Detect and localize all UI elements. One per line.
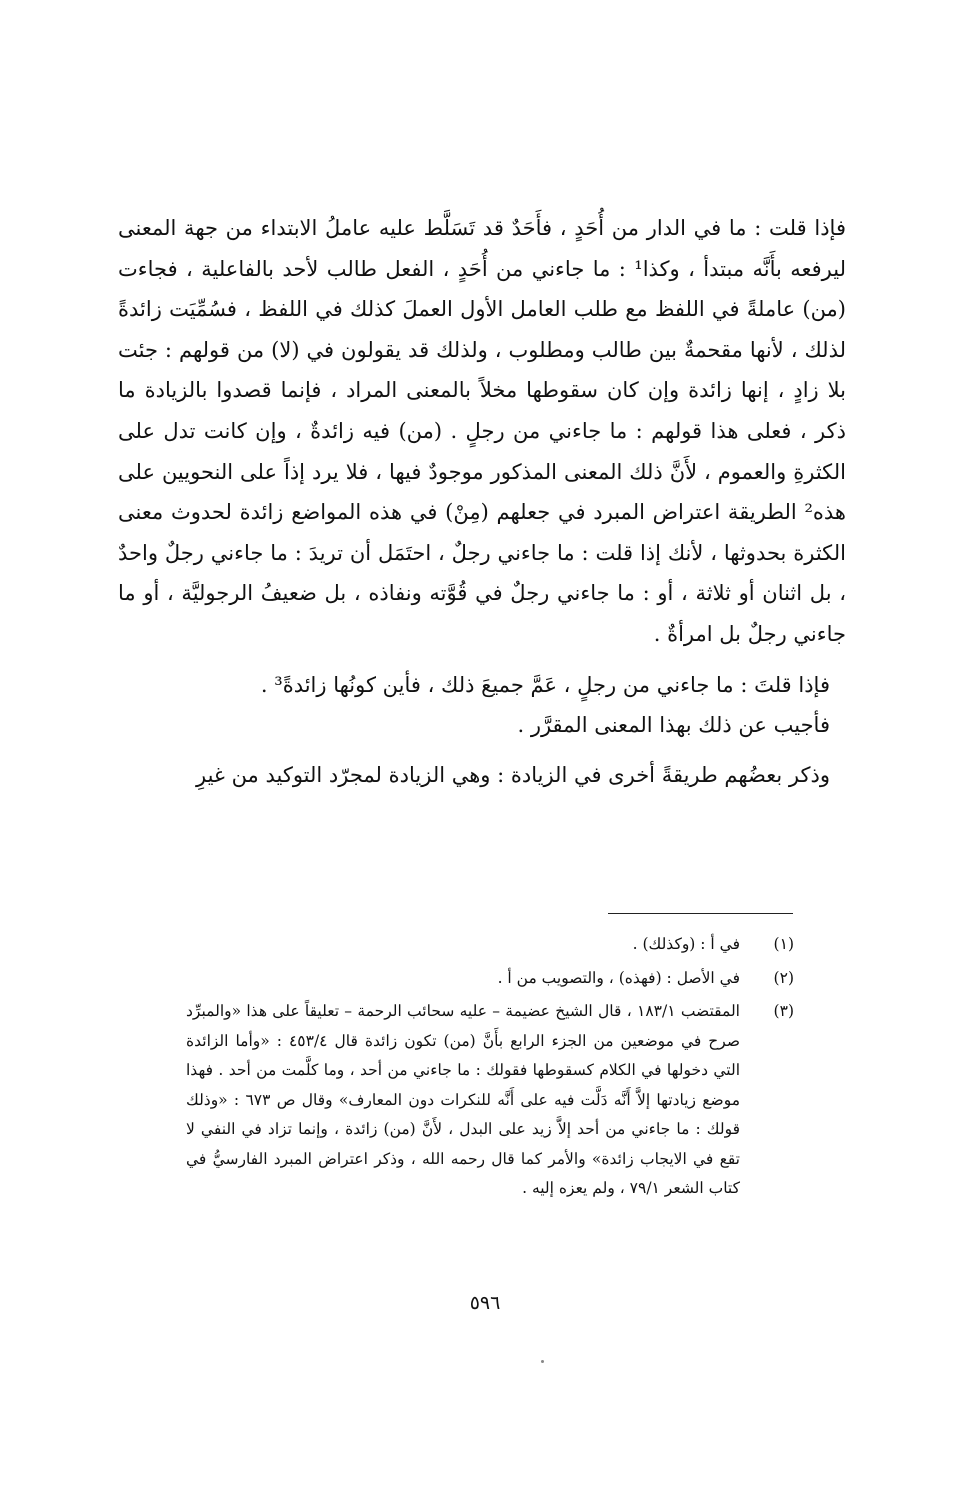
footnote [186,930,796,960]
main-text [118,208,846,795]
footnote-number: (٢) [773,968,794,987]
footnote-text: المقتضب ١٨٣/١ ، قال الشيخ عضيمة – عليه سحائب الرحمة – تعليقاً على هذا «والمبرِّد صرح في موضعين من الجزء الرابع بأَنَّ (من) تكون زائدة قال ٤٥٣/٤ : «وأما الزائدة التي دخولها في الكلام كسقوطها فقولك : ما جاءني من أحد ، وما كلَّمت من أحد . فهذا موضع زيادتها إلاَّ أَنَّه دَلَّت فيه على أَنَّه للنكرات دون المعارف» وقال ص ٦٧٣ : «وذلك قولك : ما جاءني من أحد إلاَّ زيد على البدل ، لأَنَّ (من) زائدة ، وإنما تزاد في النفي لا تقع في الايجاب زائدة» والأمر كما قال رحمه الله ، وذكر اعتراض المبرد الفارسيُّ في كتاب الشعر ٧٩/١ ، ولم يعزه إليه . [186,1002,741,1197]
footnote [186,997,796,1204]
body-line: فأجيب عن ذلك بهذا المعنى المقرَّر . [517,712,830,737]
footnote-number: (٣) [773,1002,794,1020]
body-paragraph: فإذا قلت : ما في الدار من أُحَدٍ ، فأَحَدٌ قد تَسَلَّط عليه عاملُ الابتداء من جهة المعنى ليرفعه بأَنَّه مبتدأ ، وكذا¹ : ما جاءني من أُحَدٍ ، الفعل طالب لأحد بالفاعلية ، فجاءت (من) عاملةً في اللفظ مع طلب العامل الأول العملَ كذلك في اللفظ ، فسُمِّيَت زائدةً لذلك ، لأنها مقحمةٌ بين طالب ومطلوب ، ولذلك قد يقولون في (لا) من قولهم : جئت بلا زادٍ ، إنها زائدة وإن كان سقوطها مخلاً بالمعنى المراد ، فإنما قصدوا بالزيادة ما ذكر ، فعلى هذا قولهم : ما جاءني من رجلٍ . (من) فيه زائدةٌ ، وإن كانت تدل على الكثرةِ والعموم ، لأَنَّ ذلك المعنى المذكور موجودٌ فيها ، فلا يرد إذاً على النحويين على هذه² الطريقة اعتراض المبرد في جعلهم (مِنْ) في هذه المواضع زائدة لحدوث معنى الكثرة بحدوثها ، لأنك إذا قلت : ما جاءني رجلٌ ، احتَمَل أن تريدَ : ما جاءني رجلٌ واحدٌ ، بل اثنان أو ثلاثة ، أو : ما جاءني رجلٌ في قُوَّته ونفاذه ، بل ضعيفُ الرجوليَّة ، أو ما جاءني رجلٌ بل امرأةٌ . [118,216,846,646]
footnote [186,964,796,994]
footnotes [186,930,796,1208]
page-number: ٥٩٦ [469,1292,501,1314]
scan-speck [541,1360,544,1363]
footnote-text: في أ : (وكذلك) . [632,935,740,953]
footnote-text: في الأصل : (فهذه) ، والتصويب من أ . [497,968,740,987]
body-line: فإذا قلتَ : ما جاءني من رجلٍ ، عَمَّ جميعَ ذلك ، فأين كونُها زائدةً³ . [260,672,830,697]
body-line: وذكر بعضُهم طريقةً أخرى في الزيادة : وهي الزيادة لمجرّد التوكيد من غيرِ [195,762,830,787]
footnote-divider [608,913,793,914]
footnote-number: (١) [773,935,794,953]
